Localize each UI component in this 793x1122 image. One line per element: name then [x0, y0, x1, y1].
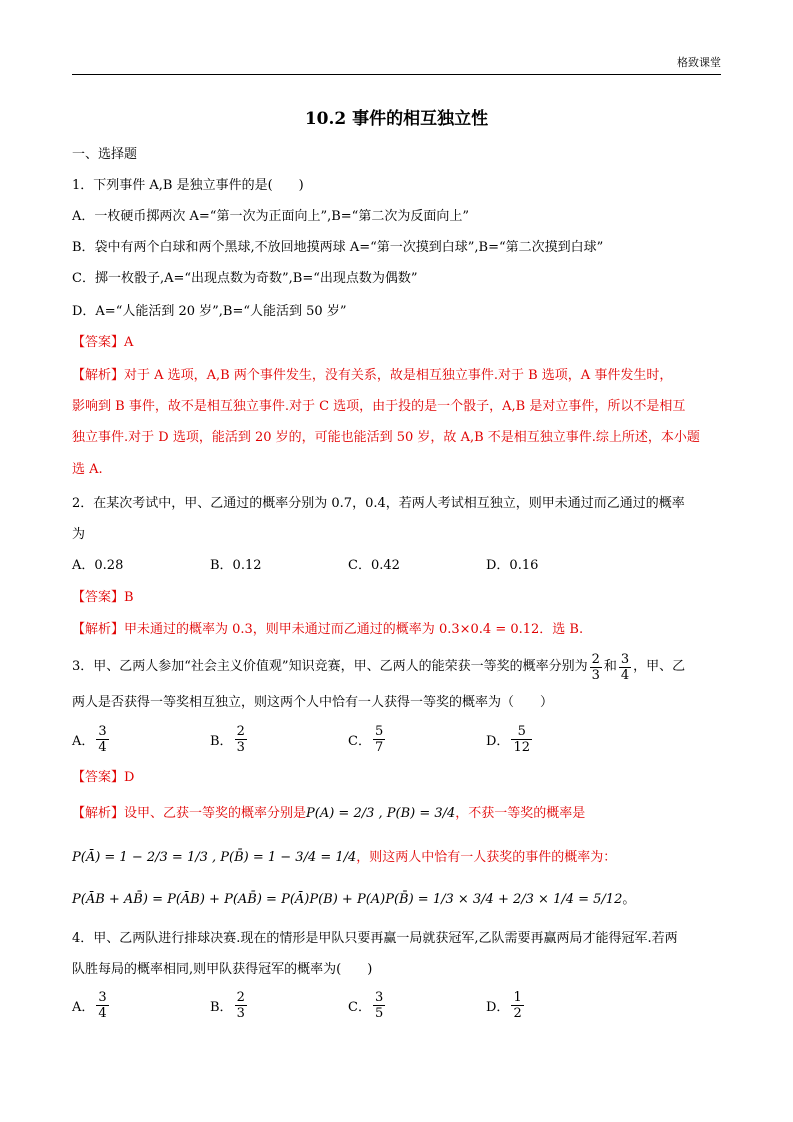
q3-math: P(Ā) = 1 − 2/3 = 1/3 , P(B̄) = 1 − 3/4 = 1/4 [72, 850, 357, 865]
q2-option-b: B．0.12 [210, 558, 262, 573]
q2-stem: 2．在某次考试中，甲、乙通过的概率分别为 0.7，0.4，若两人考试相互独立，则甲未通过而乙通过的概率 [72, 496, 685, 511]
section-heading: 一、选择题 [72, 147, 138, 162]
q4-stem-cont: 队胜每局的概率相同,则甲队获得冠军的概率为( ) [72, 962, 373, 977]
header-brand: 格致课堂 [677, 56, 721, 69]
q3-math: P(A) = 2/3 , P(B) = 3/4 [306, 806, 456, 821]
page-header [72, 52, 721, 75]
q3-answer: 【答案】D [72, 770, 135, 785]
page-title: 10.2 事件的相互独立性 [304, 109, 489, 129]
q1-option-c: C．掷一枚骰子,A=“出现点数为奇数”,B=“出现点数为偶数” [72, 271, 418, 286]
q3-stem [72, 650, 685, 684]
q3-option-a: A． $\frac{3}{4}$ [72, 724, 107, 755]
q4-option-a: A． $\frac{3}{4}$ [72, 990, 107, 1021]
q3-math: P(ĀB + AB̄) = P(ĀB) + P(AB̄) = P(Ā)P(B) + P(A)P(B̄) = 1/3 × 3/4 + 2/3 × 1/4 = 5/12 [72, 892, 623, 907]
q4-option-d: D． $\frac{1}{2}$ [486, 990, 522, 1021]
q2-stem-cont: 为 [72, 527, 86, 542]
q3-fraction: $\frac{2}{3}$ [591, 651, 600, 683]
q4-stem: 4．甲、乙两队进行排球决赛.现在的情形是甲队只要再赢一局就获冠军,乙队需要再赢两局才能得冠军.若两 [72, 931, 678, 946]
q1-analysis-line: 独立事件.对于 D 选项，能活到 20 岁的，可能也能活到 50 岁，故 A,B 不是相互独立事件.综上所述，本小题 [72, 430, 700, 445]
q1-analysis-line: 【解析】对于 A 选项，A,B 两个事件发生，没有关系，故是相互独立事件.对于 B 选项，A 事件发生时， [72, 368, 673, 383]
q3-stem-text: ，甲、乙 [633, 659, 686, 674]
q2-answer: 【答案】B [72, 590, 134, 605]
q2-analysis: 【解析】甲未通过的概率为 0.3，则甲未通过而乙通过的概率为 0.3×0.4 = 0.12．选 B. [72, 622, 584, 637]
q2-option-a: A．0.28 [72, 558, 124, 573]
q1-option-a: A．一枚硬币掷两次 A=“第一次为正面向上”,B=“第二次为反面向上” [72, 209, 469, 224]
q1-analysis-line: 影响到 B 事件，故不是相互独立事件.对于 C 选项，由于投的是一个骰子，A,B 是对立事件，所以不是相互 [72, 399, 686, 414]
q4-option-c: C． $\frac{3}{5}$ [348, 990, 384, 1021]
q1-stem: 1．下列事件 A,B 是独立事件的是( ) [72, 178, 304, 193]
q2-option-c: C．0.42 [348, 558, 400, 573]
q3-analysis-line-3: P(ĀB + AB̄) = P(ĀB) + P(AB̄) = P(Ā)P(B) + P(A)P(B̄) = 1/3 × 3/4 + 2/3 × 1/4 = 5/12。 [72, 892, 636, 907]
q1-analysis-line: 选 A. [72, 462, 103, 477]
q3-stem-text: 和 [603, 659, 617, 674]
q1-option-b: B．袋中有两个白球和两个黑球,不放回地摸两球 A=“第一次摸到白球”,B=“第二次摸到白球” [72, 240, 604, 255]
q3-stem-text: 3．甲、乙两人参加“社会主义价值观”知识竞赛，甲、乙两人的能荣获一等奖的概率分别为 [72, 659, 588, 674]
q1-option-d: D．A=“人能活到 20 岁”,B=“人能活到 50 岁” [72, 304, 347, 319]
q1-answer: 【答案】A [72, 335, 134, 350]
q2-option-d: D．0.16 [486, 558, 539, 573]
q3-option-c: C． $\frac{5}{7}$ [348, 724, 384, 755]
q3-fraction: $\frac{3}{4}$ [620, 651, 630, 683]
q3-option-d: D． $\frac{5}{12}$ [486, 724, 530, 755]
q3-option-b: B． $\frac{2}{3}$ [210, 724, 245, 755]
q3-analysis-line-1: 【解析】设甲、乙获一等奖的概率分别是P(A) = 2/3 , P(B) = 3/4，不获一等奖的概率是 [72, 806, 586, 821]
q4-option-b: B． $\frac{2}{3}$ [210, 990, 245, 1021]
q3-analysis-line-2: P(Ā) = 1 − 2/3 = 1/3 , P(B̄) = 1 − 3/4 = 1/4，则这两人中恰有一人获奖的事件的概率为： [72, 850, 617, 865]
q3-stem-cont: 两人是否获得一等奖相互独立，则这两个人中恰有一人获得一等奖的概率为（ ） [72, 695, 554, 710]
